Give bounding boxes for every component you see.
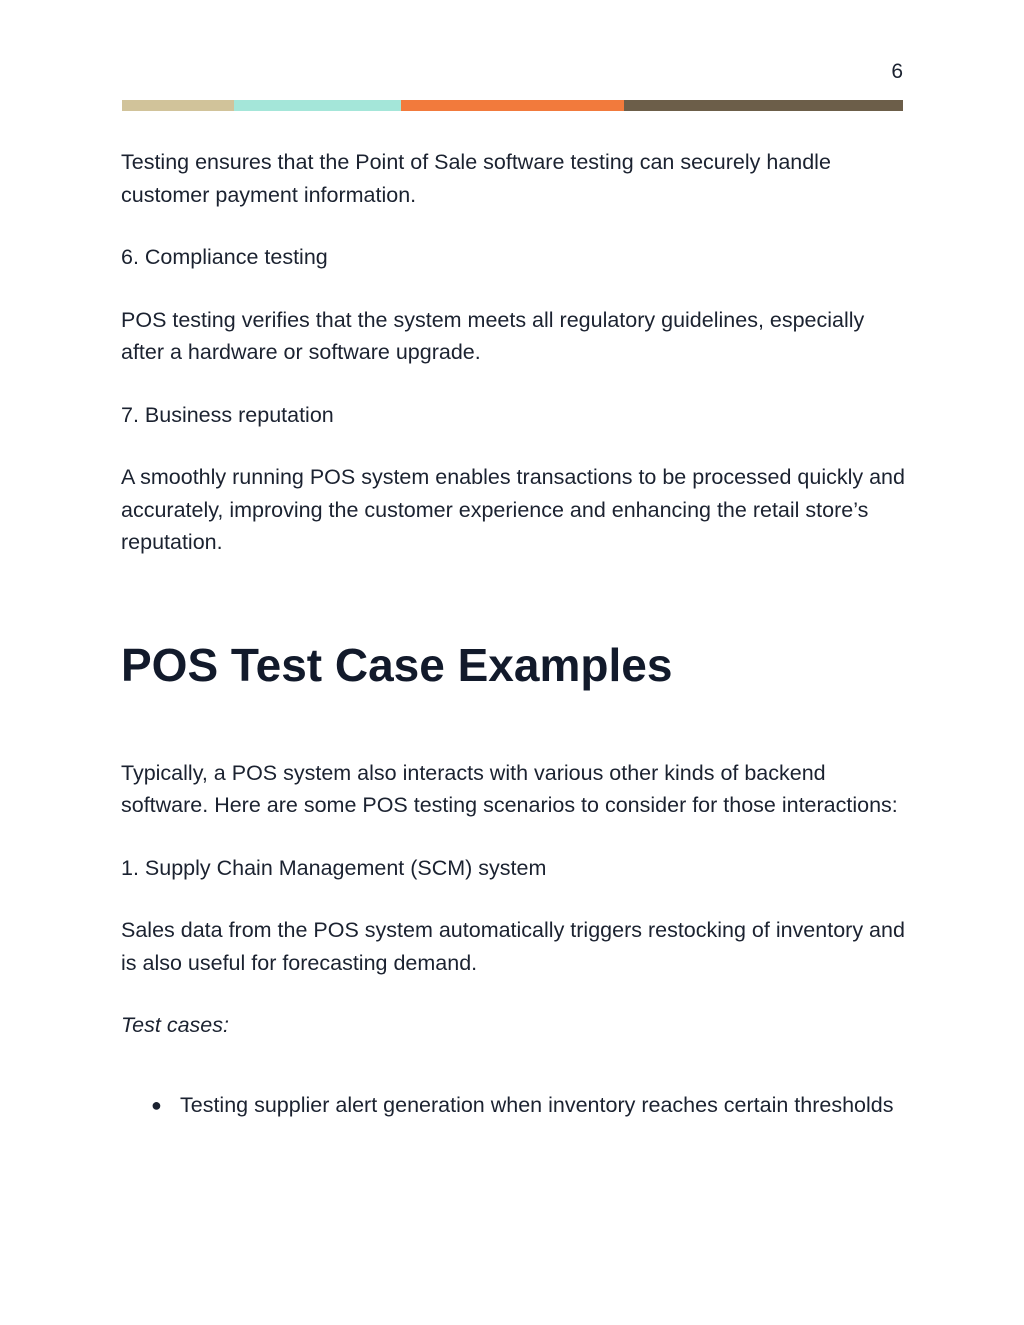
page-number: 6 <box>891 60 903 83</box>
color-bar-segment-mint <box>234 100 401 111</box>
list-item-business-reputation: 7. Business reputation <box>121 402 334 427</box>
list-item-scm-system: 1. Supply Chain Management (SCM) system <box>121 855 547 880</box>
test-cases-label: Test cases: <box>121 1013 229 1037</box>
paragraph-scm: Sales data from the POS system automatically triggers restocking of inventory and is also useful for forecasting demand. <box>121 918 905 975</box>
list-item-compliance-testing: 6. Compliance testing <box>121 245 328 269</box>
bullet-text: Testing supplier alert generation when inventory reaches certain thresholds <box>180 1092 894 1117</box>
test-case-list <box>121 1089 907 1122</box>
paragraph-intro: Typically, a POS system also interacts with various other kinds of backend software. Here are some POS testing scenarios to consider for those interactions: <box>121 760 898 817</box>
paragraph-reputation: A smoothly running POS system enables transactions to be processed quickly and accurately, improving the customer experience and enhancing the retail store’s reputation. <box>121 465 905 554</box>
paragraph-payment-security: Testing ensures that the Point of Sale software testing can securely handle customer payment information. <box>121 150 831 207</box>
color-bar-segment-orange <box>401 100 624 111</box>
paragraph-compliance: POS testing verifies that the system meets all regulatory guidelines, especially after a hardware or software upgrade. <box>121 307 865 364</box>
color-bar-segment-brown <box>624 100 903 111</box>
list-item <box>121 1089 907 1122</box>
header-color-bar <box>122 100 903 111</box>
section-heading: POS Test Case Examples <box>121 638 673 691</box>
color-bar-segment-tan <box>122 100 234 111</box>
document-body <box>121 146 907 1121</box>
bullet-icon: ● <box>151 1094 162 1115</box>
